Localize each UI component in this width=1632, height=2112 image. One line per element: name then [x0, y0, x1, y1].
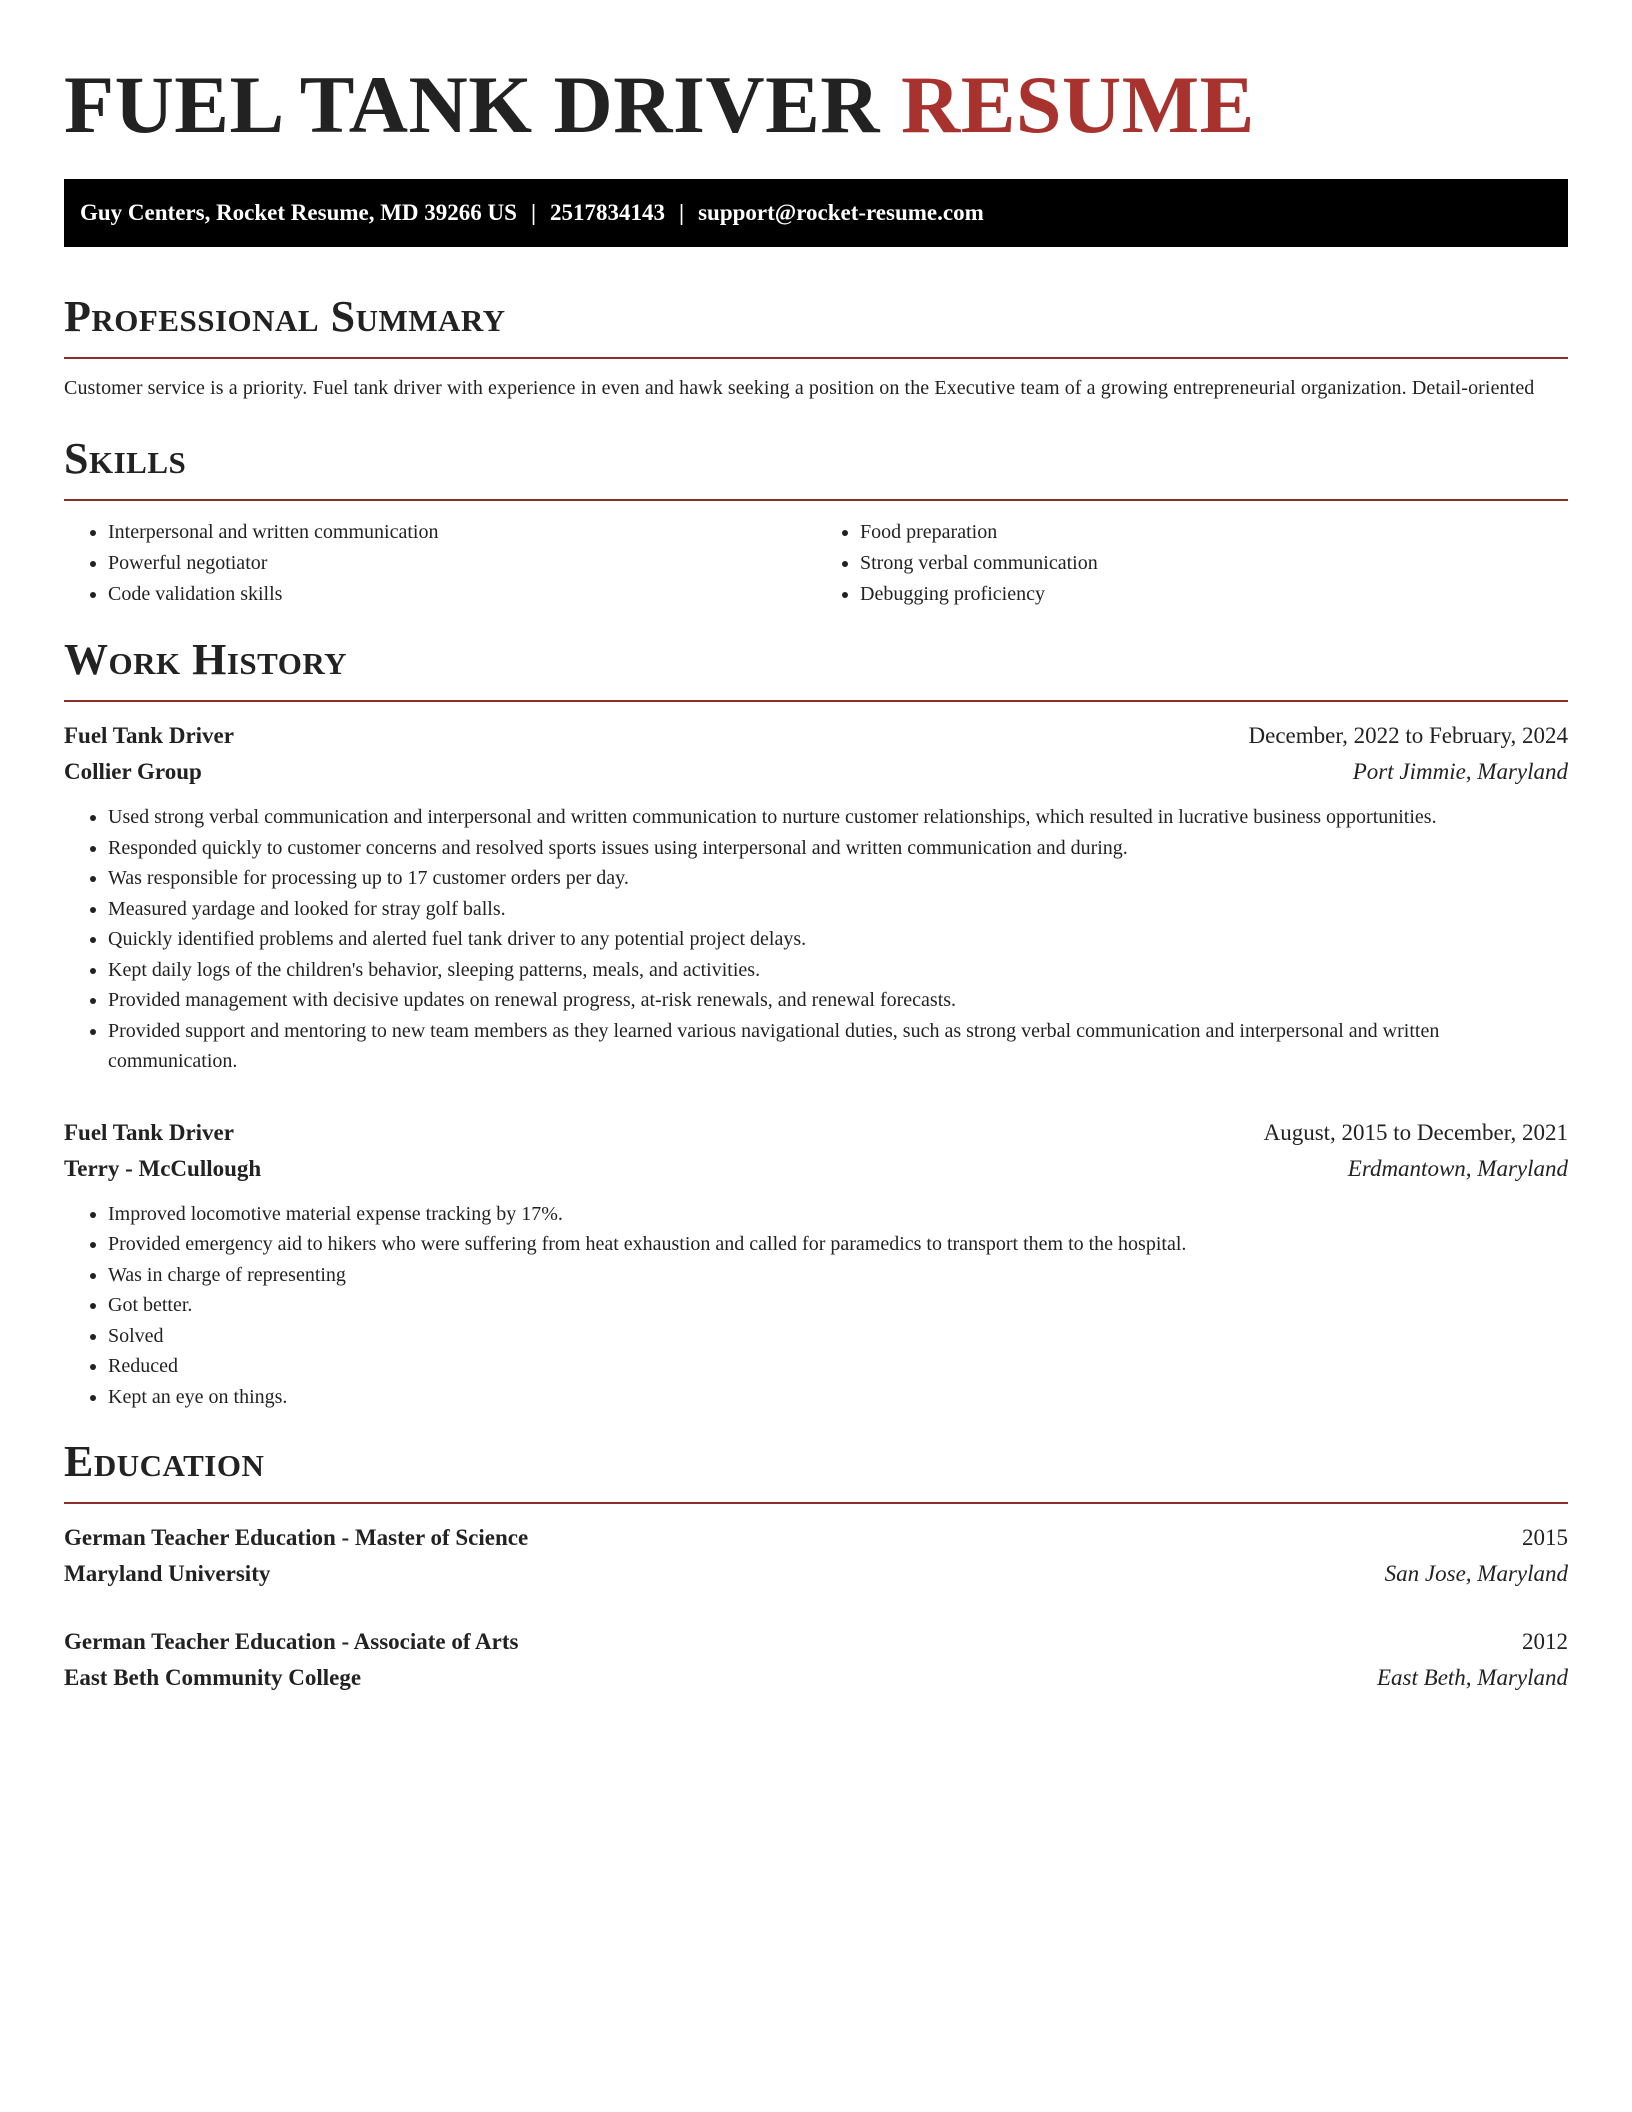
job-dates: December, 2022 to February, 2024 — [1248, 723, 1568, 748]
skills-section — [64, 433, 1568, 610]
job-bullet: • Was in charge of representing — [108, 1260, 1568, 1291]
summary-heading: Professional Summary — [64, 292, 506, 341]
job-bullet: • Used strong verbal communication and interpersonal and written communication to nurture customer relationships, which resulted in lucrative business opportunities. — [108, 802, 1568, 833]
education-heading: Education — [64, 1437, 265, 1486]
resume-title — [64, 57, 1568, 153]
section-divider — [64, 1502, 1568, 1504]
job-dates: August, 2015 to December, 2021 — [1263, 1119, 1568, 1145]
job-title: Fuel Tank Driver — [64, 1119, 234, 1145]
section-divider — [64, 499, 1568, 501]
education-school: Maryland University — [64, 1561, 271, 1586]
job-bullet: • Solved — [108, 1321, 1568, 1352]
education-degree: German Teacher Education - Master of Science — [64, 1525, 529, 1550]
job-bullet: • Reduced — [108, 1351, 1568, 1382]
job-bullet: • Was responsible for processing up to 17 customer orders per day. — [108, 863, 1568, 894]
job-bullet: • Responded quickly to customer concerns and resolved sports issues using interpersonal and written communication and during. — [108, 833, 1568, 864]
work-history-heading: Work History — [64, 635, 348, 684]
work-history-section — [64, 634, 1568, 1412]
education-school: East Beth Community College — [64, 1665, 362, 1690]
summary-section — [64, 291, 1568, 403]
job-bullet: • Kept an eye on things. — [108, 1382, 1568, 1413]
contact-bar — [64, 179, 1568, 247]
education-entry — [64, 1624, 1568, 1696]
skills-heading: Skills — [64, 434, 187, 483]
skill-item: • Food preparation — [860, 517, 1568, 548]
job-bullet: • Measured yardage and looked for stray golf balls. — [108, 894, 1568, 925]
job-company: Collier Group — [64, 759, 202, 784]
section-divider — [64, 700, 1568, 702]
section-divider — [64, 357, 1568, 359]
skill-item: • Interpersonal and written communication — [108, 517, 816, 548]
job-bullet: • Quickly identified problems and alerted fuel tank driver to any potential project delays. — [108, 924, 1568, 955]
skills-left-column — [64, 517, 816, 610]
job-bullet: • Provided support and mentoring to new team members as they learned various navigational duties, such as strong verbal communication and interpersonal and written communication. — [108, 1016, 1568, 1077]
skill-item: • Strong verbal communication — [860, 548, 1568, 579]
education-year: 2012 — [1522, 1629, 1568, 1654]
education-year: 2015 — [1522, 1525, 1568, 1550]
job-location: Erdmantown, Maryland — [1347, 1155, 1568, 1181]
title-accent: RESUME — [901, 59, 1255, 150]
summary-text: Customer service is a priority. Fuel tank driver with experience in even and hawk seeking a position on the Executive team of a growing entrepreneurial organization. Detail-oriented — [64, 377, 1535, 399]
skill-item: • Code validation skills — [108, 579, 816, 610]
contact-email: support@rocket-resume.com — [698, 200, 984, 225]
education-degree: German Teacher Education - Associate of Arts — [64, 1629, 519, 1654]
education-location: San Jose, Maryland — [1384, 1561, 1568, 1586]
education-entry — [64, 1520, 1568, 1592]
title-main: FUEL TANK DRIVER — [64, 59, 880, 150]
contact-address: Guy Centers, Rocket Resume, MD 39266 US — [80, 200, 517, 225]
skill-item: • Debugging proficiency — [860, 579, 1568, 610]
job-title: Fuel Tank Driver — [64, 723, 234, 748]
job-bullet: • Provided emergency aid to hikers who were suffering from heat exhaustion and called for paramedics to transport them to the hospital. — [108, 1229, 1568, 1260]
education-section — [64, 1436, 1568, 1696]
job-bullet: • Improved locomotive material expense tracking by 17%. — [108, 1199, 1568, 1230]
job-entry — [64, 718, 1568, 1077]
job-company: Terry - McCullough — [64, 1155, 262, 1181]
job-bullet: • Got better. — [108, 1290, 1568, 1321]
education-location: East Beth, Maryland — [1377, 1665, 1568, 1690]
skills-right-column — [816, 517, 1568, 610]
contact-phone: 2517834143 — [550, 200, 666, 225]
job-bullets — [64, 1199, 1568, 1413]
contact-separator: | — [679, 200, 685, 225]
job-location: Port Jimmie, Maryland — [1352, 759, 1568, 784]
job-bullet: • Provided management with decisive updates on renewal progress, at-risk renewals, and renewal forecasts. — [108, 985, 1568, 1016]
job-bullets — [64, 802, 1568, 1077]
skills-grid — [64, 517, 1568, 610]
skill-item: • Powerful negotiator — [108, 548, 816, 579]
contact-separator: | — [530, 200, 537, 225]
job-bullet: • Kept daily logs of the children's behavior, sleeping patterns, meals, and activities. — [108, 955, 1568, 986]
job-entry — [64, 1115, 1568, 1413]
